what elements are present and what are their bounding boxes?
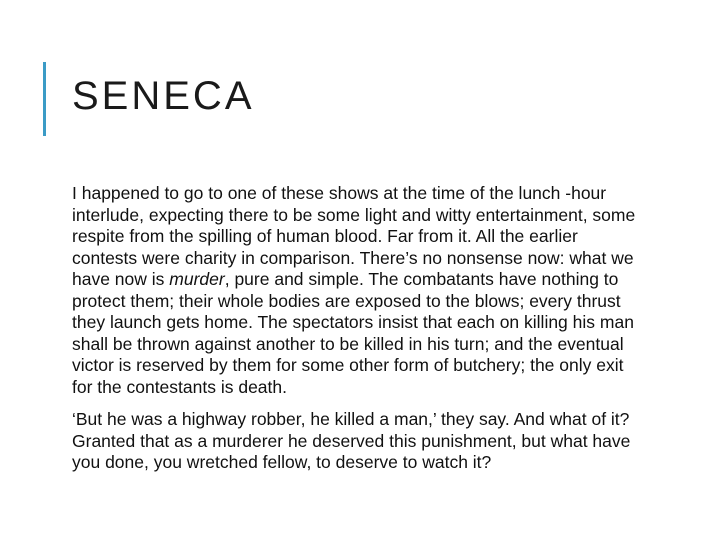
paragraph-1-text-end: , pure and simple. The combatants have nothing to protect them; their whole bodies are exposed to the blows; every thrust they launch gets home. The spectators insist that each on killing his man shall be thrown against another to be killed in his turn; and the eventual victor is reserved by them for some other form of butchery; the only exit for the contestants is death. [72, 269, 634, 397]
emphasized-word: murder [169, 269, 225, 289]
quote-body [72, 183, 642, 485]
slide-title: SENECA [72, 74, 255, 118]
title-accent-bar [43, 62, 46, 136]
quote-paragraph-1 [72, 183, 642, 398]
quote-paragraph-2: ‘But he was a highway robber, he killed a man,’ they say. And what of it? Granted that as a murderer he deserved this punishment, but what have you done, you wretched fellow, to deserve to watch it? [72, 409, 631, 472]
paragraph-1-text-start: I happened to go to one of these shows at the time of the lunch -hour interlude, expecting there to be some light and witty entertainment, some respite from the spilling of human blood. Far from it. All the earlier contests were charity in comparison. There’s no nonsense now: what we have now is [72, 183, 636, 289]
